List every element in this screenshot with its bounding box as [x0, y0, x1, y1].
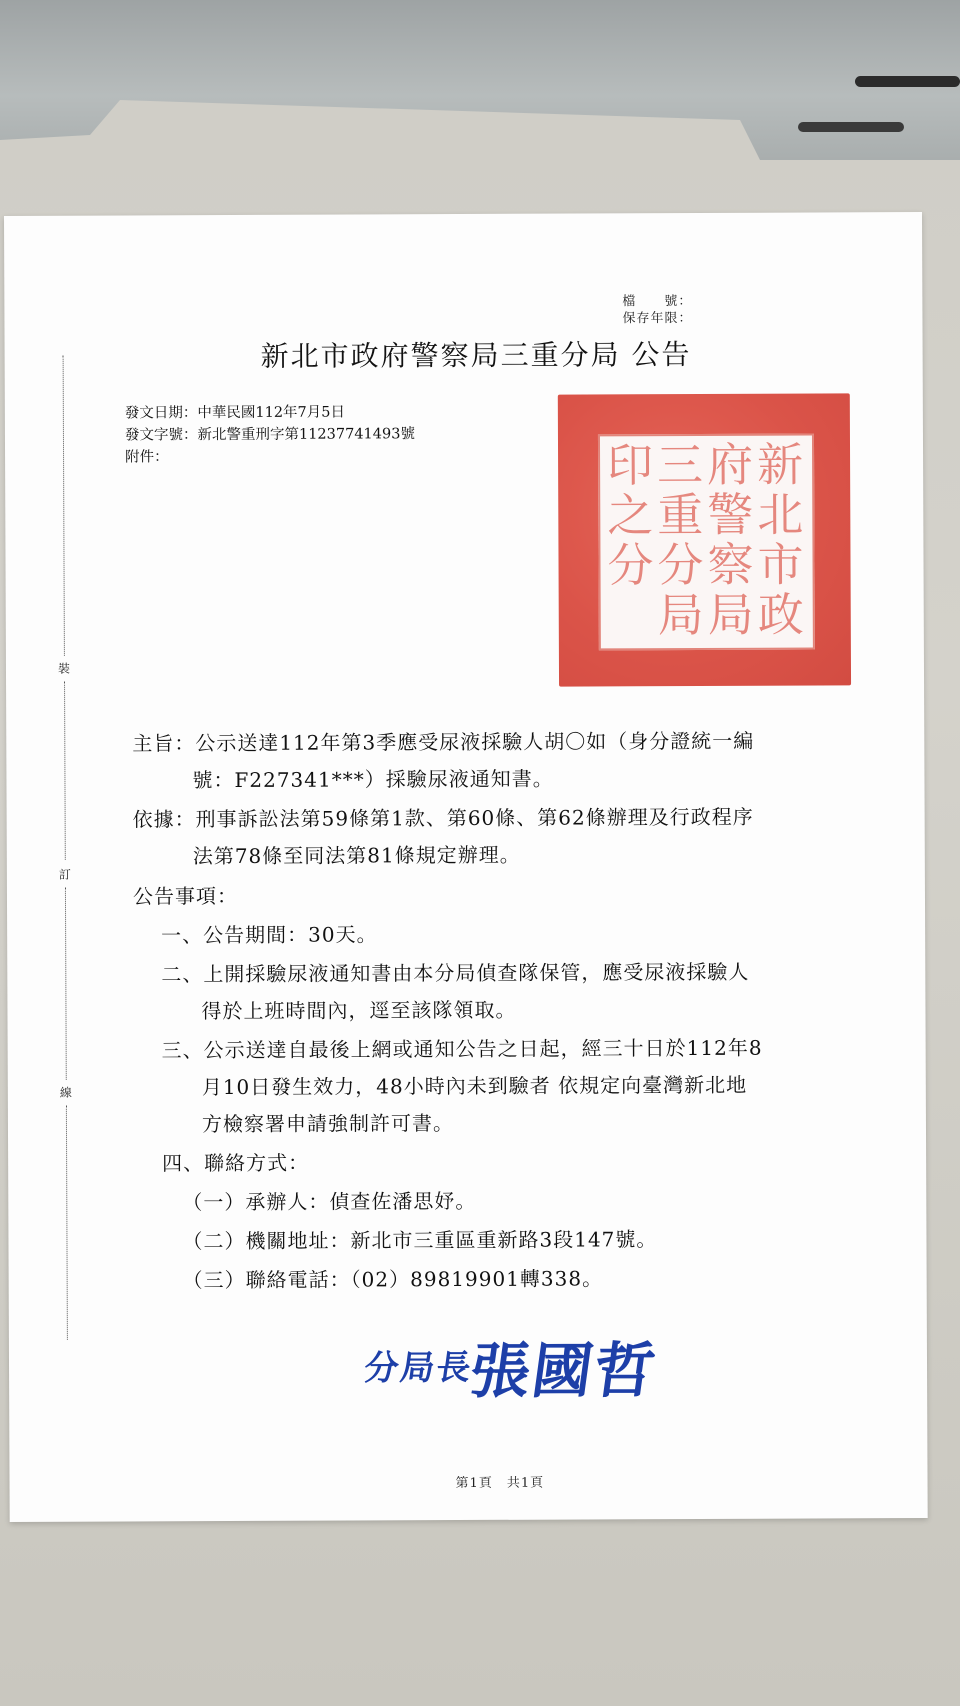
bracket-slot	[855, 76, 960, 87]
binding-char: 線	[59, 1085, 72, 1100]
binding-char: 訂	[58, 867, 71, 882]
notice-item-2-line-2: 得於上班時間內，逕至該隊領取。	[201, 997, 517, 1024]
basis-line-2: 法第78條至同法第81條規定辦理。	[192, 842, 521, 869]
page-number: 第1頁 共1頁	[455, 1475, 545, 1492]
file-number-label: 檔 號：	[622, 293, 693, 310]
seal-char: 政	[757, 587, 804, 642]
metal-bracket	[0, 0, 960, 160]
notice-heading: 公告事項：	[132, 883, 239, 909]
notice-item-3-line-2: 月10日發生效力，48小時內未到驗者 依規定向臺灣新北地	[201, 1072, 748, 1100]
basis-line-1: 依據：刑事訴訟法第59條第1款、第60條、第62條辦理及行政程序	[132, 804, 754, 832]
contact-officer: （一）承辦人：偵查佐潘思妤。	[182, 1188, 477, 1215]
attachment-label: 附件：	[125, 449, 169, 466]
seal-char: 分	[657, 537, 704, 593]
subject-line-2: 號：F227341***）採驗尿液通知書。	[192, 766, 554, 793]
seal-char: 新	[756, 437, 804, 492]
issue-date: 發文日期：中華民國112年7月5日	[124, 404, 346, 422]
subject-line-1: 主旨：公示送達112年第3季應受尿液採驗人胡〇如（身分證統一編	[132, 728, 755, 756]
notice-item-2-line-1: 二、上開採驗尿液通知書由本分局偵查隊保管，應受尿液採驗人	[161, 959, 750, 987]
contact-phone: （三）聯絡電話：（02）89819901轉338。	[182, 1266, 604, 1293]
seal-char: 北	[757, 487, 804, 542]
seal-char: 三	[656, 437, 704, 493]
retention-label: 保存年限：	[622, 310, 693, 327]
seal-char: 印	[606, 438, 654, 493]
page-title: 新北市政府警察局三重分局 公告	[260, 338, 692, 373]
seal-char: 重	[657, 487, 704, 543]
signature-title: 分局長	[361, 1347, 476, 1389]
seal-char: 分	[607, 538, 654, 593]
seal-char: 警	[707, 487, 754, 542]
bracket-slot	[798, 122, 904, 132]
contact-address: （二）機關地址：新北市三重區重新路3段147號。	[182, 1227, 658, 1254]
seal-char: 局	[707, 587, 754, 642]
seal-char: 市	[757, 537, 804, 592]
binding-char: 裝	[57, 661, 71, 676]
document-page	[4, 212, 928, 1522]
signature-name: 張國哲	[465, 1336, 662, 1407]
seal-char: 之	[607, 488, 654, 543]
seal-char: 察	[707, 537, 754, 592]
notice-item-1: 一、公告期間：30天。	[161, 922, 378, 948]
seal-char: 局	[657, 587, 704, 643]
seal-inner	[598, 433, 815, 650]
official-seal	[558, 393, 851, 686]
seal-char: 府	[706, 437, 754, 492]
binding-line	[63, 356, 65, 656]
binding-line	[65, 888, 67, 1080]
document-number: 發文字號：新北警重刑字第11237741493號	[124, 426, 415, 444]
notice-item-3-line-3: 方檢察署申請強制許可書。	[201, 1111, 455, 1137]
notice-item-3-line-1: 三、公示送達自最後上網或通知公告之日起，經三十日於112年8	[161, 1035, 763, 1063]
notice-item-4: 四、聯絡方式：	[162, 1150, 310, 1176]
binding-line	[64, 682, 66, 860]
binding-line	[66, 1106, 68, 1340]
